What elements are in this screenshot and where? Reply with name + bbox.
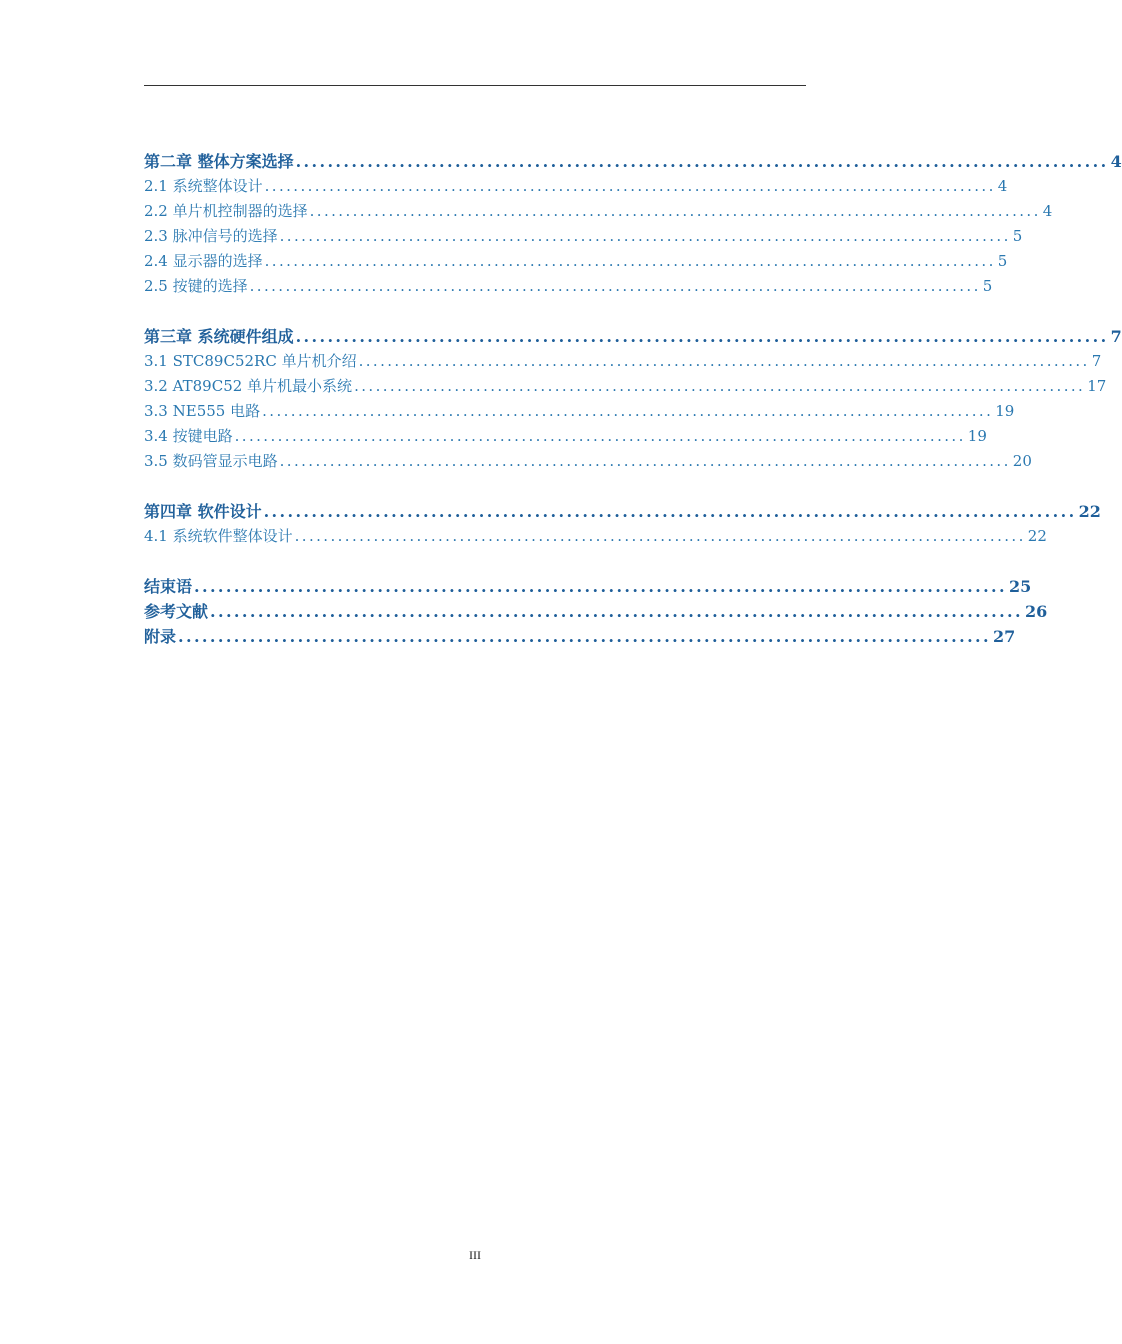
toc-entry-section-3-1[interactable] [144, 349, 1102, 374]
dot-leader: ...................................................................................................... [354, 377, 1086, 395]
toc-entry-title: 第三章 系统硬件组成 [144, 327, 294, 346]
toc-entry-page: 5 [982, 277, 993, 295]
dot-leader: ...................................................................................................... [295, 152, 1109, 171]
toc-entry-page: 20 [1012, 452, 1032, 470]
toc-entry-chapter-2[interactable] [144, 149, 1122, 174]
dot-leader: ...................................................................................................... [294, 527, 1026, 545]
toc-entry-title: 3.2 AT89C52 单片机最小系统 [144, 377, 353, 395]
toc-entry-page: 4 [1110, 152, 1122, 171]
toc-entry-section-3-5[interactable] [144, 449, 1032, 474]
toc-entry-page: 5 [1012, 227, 1023, 245]
toc-entry-page: 4 [997, 177, 1008, 195]
table-of-contents [144, 149, 1122, 649]
toc-entry-title: 2.2 单片机控制器的选择 [144, 202, 308, 220]
toc-entry-chapter-3[interactable] [144, 324, 1122, 349]
toc-entry-section-2-3[interactable] [144, 224, 1023, 249]
toc-spacer [144, 549, 806, 574]
toc-entry-page: 26 [1025, 602, 1048, 621]
toc-entry-title: 4.1 系统软件整体设计 [144, 527, 293, 545]
dot-leader: ...................................................................................................... [358, 352, 1090, 370]
toc-entry-title: 第四章 软件设计 [144, 502, 262, 521]
toc-entry-page: 27 [993, 627, 1016, 646]
toc-entry-title: 第二章 整体方案选择 [144, 152, 294, 171]
toc-entry-title: 参考文献 [144, 602, 209, 621]
dot-leader: ...................................................................................................... [178, 627, 991, 646]
toc-entry-chapter-4[interactable] [144, 499, 1101, 524]
toc-entry-section-2-2[interactable] [144, 199, 1053, 224]
toc-entry-section-4-1[interactable] [144, 524, 1047, 549]
toc-entry-title: 结束语 [144, 577, 193, 596]
page-number: III [469, 1248, 481, 1262]
dot-leader: ...................................................................................................... [295, 327, 1109, 346]
dot-leader: ...................................................................................................... [279, 452, 1011, 470]
toc-spacer [144, 474, 806, 499]
toc-entry-page: 22 [1078, 502, 1101, 521]
toc-entry-section-2-1[interactable] [144, 174, 1008, 199]
toc-entry-page: 25 [1009, 577, 1032, 596]
toc-entry-title: 3.1 STC89C52RC 单片机介绍 [144, 352, 357, 370]
toc-entry-page: 7 [1091, 352, 1102, 370]
dot-leader: ...................................................................................................... [262, 402, 994, 420]
toc-entry-page: 19 [967, 427, 987, 445]
dot-leader: ...................................................................................................... [234, 427, 966, 445]
dot-leader: ...................................................................................................... [309, 202, 1041, 220]
header-rule [144, 85, 806, 86]
toc-entry-page: 19 [995, 402, 1015, 420]
toc-entry-page: 7 [1110, 327, 1122, 346]
dot-leader: ...................................................................................................... [279, 227, 1011, 245]
toc-entry-title: 3.4 按键电路 [144, 427, 233, 445]
toc-entry-section-3-4[interactable] [144, 424, 987, 449]
toc-entry-section-3-3[interactable] [144, 399, 1015, 424]
toc-entry-section-3-2[interactable] [144, 374, 1107, 399]
toc-entry-appendix[interactable] [144, 624, 1016, 649]
dot-leader: ...................................................................................................... [264, 252, 996, 270]
toc-entry-references[interactable] [144, 599, 1048, 624]
toc-entry-title: 2.1 系统整体设计 [144, 177, 263, 195]
toc-entry-title: 附录 [144, 627, 177, 646]
toc-entry-page: 5 [997, 252, 1008, 270]
toc-entry-page: 4 [1042, 202, 1053, 220]
toc-entry-conclusion[interactable] [144, 574, 1032, 599]
toc-entry-title: 2.4 显示器的选择 [144, 252, 263, 270]
toc-entry-title: 3.5 数码管显示电路 [144, 452, 278, 470]
toc-spacer [144, 299, 806, 324]
toc-entry-page: 22 [1027, 527, 1047, 545]
dot-leader: ...................................................................................................... [210, 602, 1023, 621]
toc-entry-title: 2.5 按键的选择 [144, 277, 248, 295]
toc-entry-section-2-5[interactable] [144, 274, 993, 299]
toc-entry-page: 17 [1087, 377, 1107, 395]
dot-leader: ...................................................................................................... [263, 502, 1077, 521]
dot-leader: ...................................................................................................... [264, 177, 996, 195]
dot-leader: ...................................................................................................... [249, 277, 981, 295]
toc-entry-title: 2.3 脉冲信号的选择 [144, 227, 278, 245]
dot-leader: ...................................................................................................... [194, 577, 1007, 596]
toc-entry-title: 3.3 NE555 电路 [144, 402, 261, 420]
toc-entry-section-2-4[interactable] [144, 249, 1008, 274]
